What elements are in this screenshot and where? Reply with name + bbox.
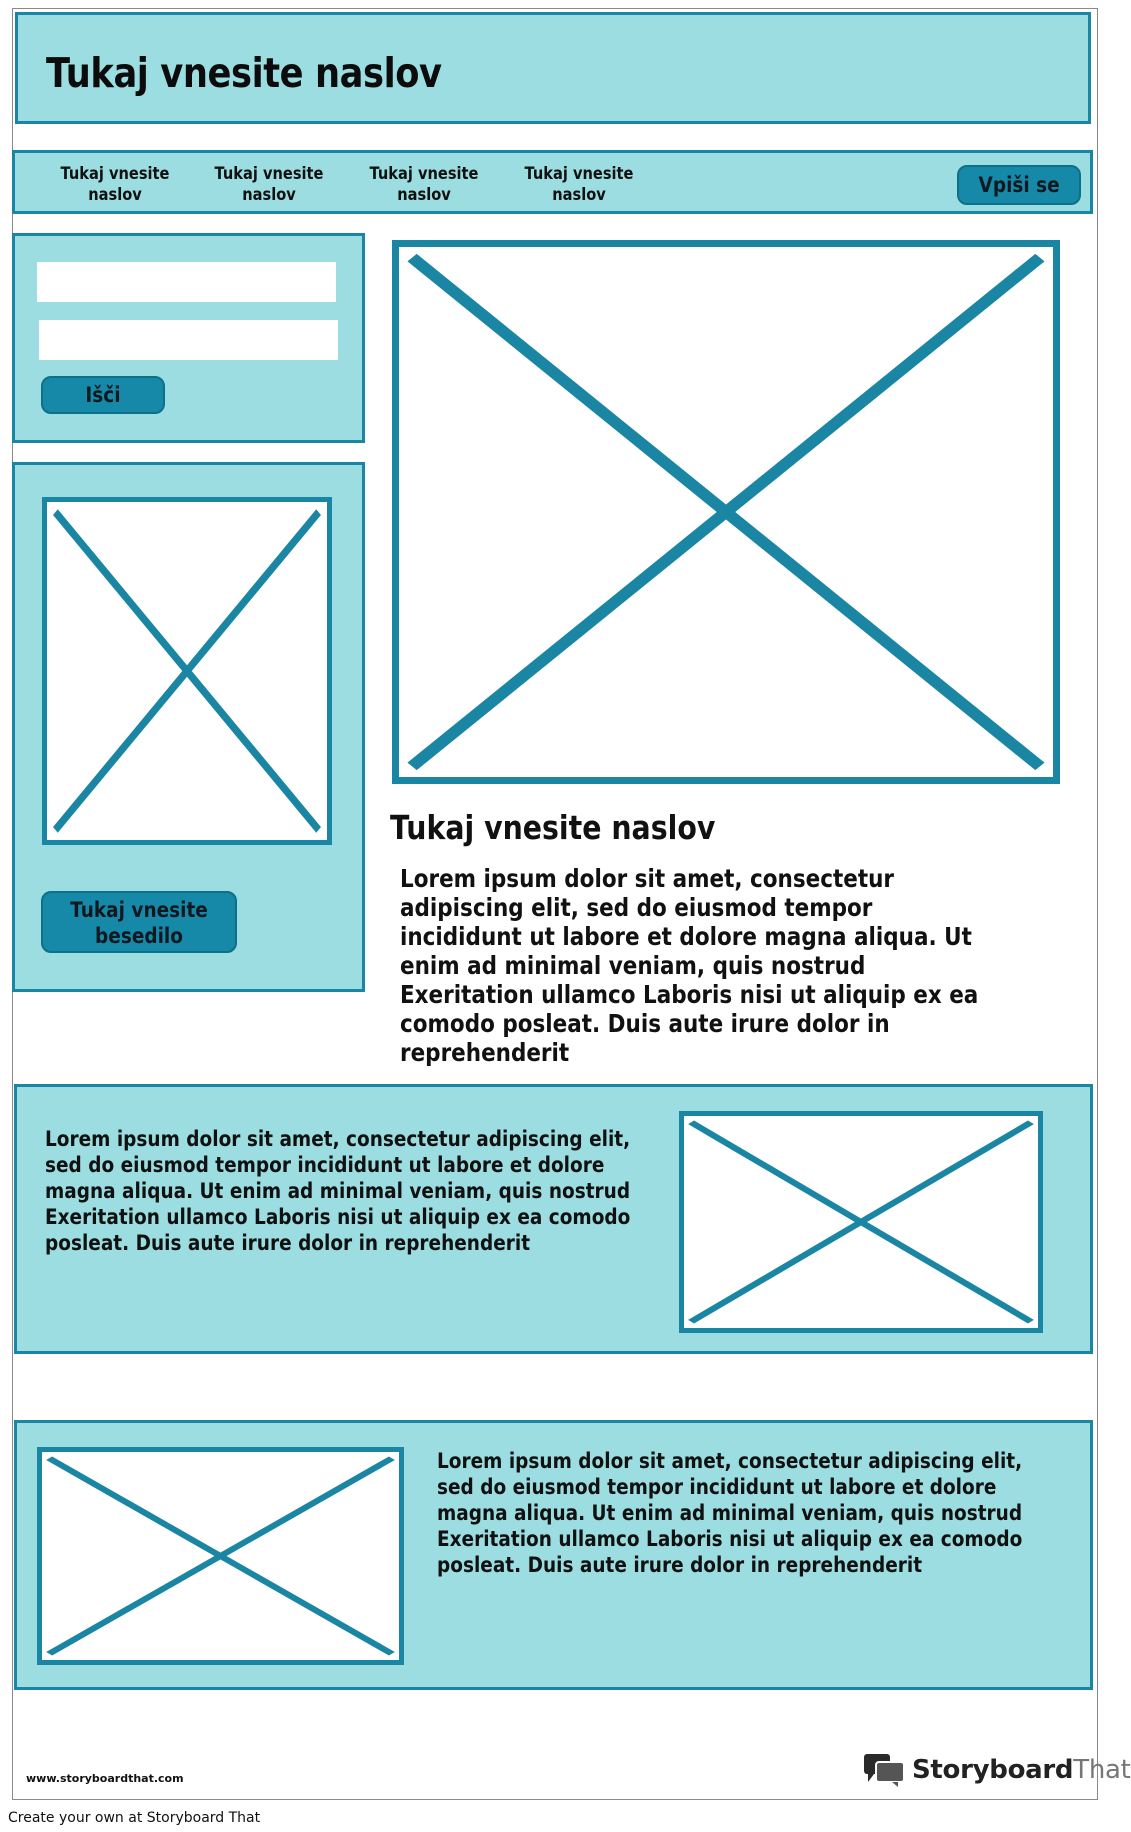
image-placeholder-icon xyxy=(37,1447,404,1665)
row1-paragraph: Lorem ipsum dolor sit amet, consectetur adipiscing elit, sed do eiusmod tempor incididunt ut labore et dolore magna aliqua. Ut enim ad minimal veniam, quis nostrud Exeritation ullamco Laboris nisi ut aliquip ex ea comodo posleat. Duis aute irure dolor in reprehenderit xyxy=(45,1127,631,1256)
row2-paragraph: Lorem ipsum dolor sit amet, consectetur adipiscing elit, sed do eiusmod tempor incididunt ut labore et dolore magna aliqua. Ut enim ad minimal veniam, quis nostrud Exeritation ullamco Laboris nisi ut aliquip ex ea comodo posleat. Duis aute irure dolor in reprehenderit xyxy=(437,1449,1023,1578)
brand-name-part1: Storyboard xyxy=(912,1755,1074,1785)
image-placeholder-icon xyxy=(679,1111,1043,1333)
search-panel xyxy=(12,233,365,443)
footer-url[interactable]: www.storyboardthat.com xyxy=(26,1772,184,1785)
search-input[interactable] xyxy=(37,262,336,302)
nav-item-label: Tukaj vnesite naslov xyxy=(369,164,479,205)
search-button[interactable] xyxy=(41,376,165,414)
image-placeholder-icon xyxy=(42,497,332,845)
main-heading: Tukaj vnesite naslov xyxy=(390,808,716,847)
content-row-1 xyxy=(14,1084,1093,1354)
brand-name-part2: That xyxy=(1073,1755,1131,1785)
signup-label: Vpiši se xyxy=(978,173,1060,197)
content-row-2 xyxy=(14,1420,1093,1690)
sidebar-text-button[interactable] xyxy=(41,891,237,953)
sidebar-button-label: Tukaj vnesite besedilo xyxy=(70,898,208,948)
storyboardthat-logo-icon xyxy=(862,1752,906,1788)
site-title: Tukaj vnesite naslov xyxy=(46,49,442,97)
nav-item-label: Tukaj vnesite naslov xyxy=(524,164,634,205)
nav-bar xyxy=(12,150,1093,214)
nav-item-label: Tukaj vnesite naslov xyxy=(214,164,324,205)
nav-item-1[interactable] xyxy=(59,164,171,206)
search-button-label: Išči xyxy=(85,383,121,407)
main-paragraph: Lorem ipsum dolor sit amet, consectetur adipiscing elit, sed do eiusmod tempor incididunt ut labore et dolore magna aliqua. Ut enim ad minimal veniam, quis nostrud Exeritation ullamco Laboris nisi ut aliquip ex ea comodo posleat. Duis aute irure dolor in reprehenderit xyxy=(400,864,979,1067)
site-header xyxy=(15,12,1091,124)
brand-name xyxy=(912,1755,1131,1785)
nav-item-label: Tukaj vnesite naslov xyxy=(60,164,170,205)
signup-button[interactable] xyxy=(957,165,1081,205)
sidebar-panel xyxy=(12,462,365,992)
bottom-caption: Create your own at Storyboard That xyxy=(8,1810,261,1826)
nav-item-4[interactable] xyxy=(523,164,635,206)
nav-item-2[interactable] xyxy=(213,164,325,206)
main-image-placeholder-icon xyxy=(392,240,1060,784)
nav-item-3[interactable] xyxy=(368,164,480,206)
search-input-secondary[interactable] xyxy=(39,320,338,360)
brand-logo-link[interactable] xyxy=(862,1752,1131,1788)
